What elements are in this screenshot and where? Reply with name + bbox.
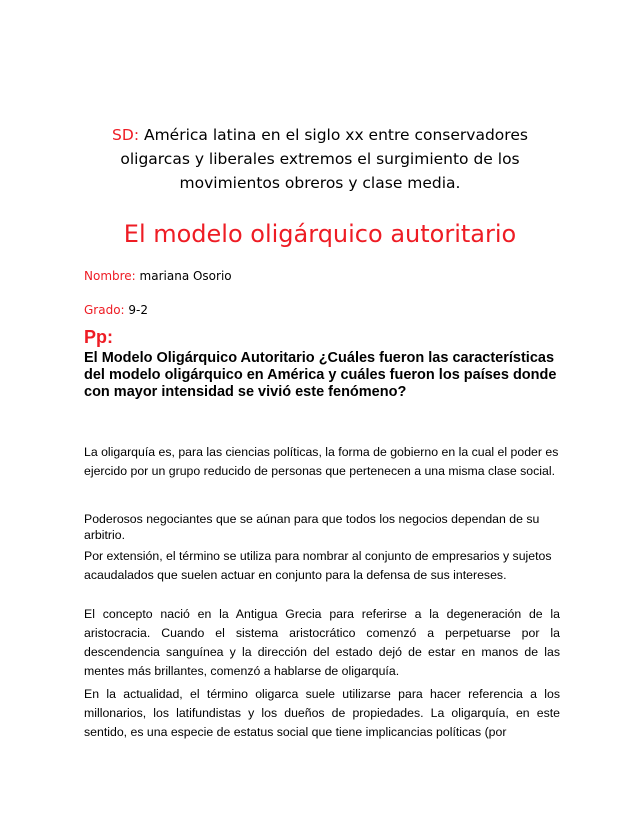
sd-label: SD: bbox=[112, 126, 140, 144]
grado-value: 9-2 bbox=[124, 303, 149, 317]
grado-label: Grado: bbox=[84, 303, 125, 317]
paragraph-2: Poderosos negociantes que se aúnan para que todos los negocios dependan de su arbitrio. bbox=[84, 512, 540, 542]
question-text: El Modelo Oligárquico Autoritario ¿Cuáles fueron las características del modelo oligárquico en América y cuáles fueron los países donde con mayor intensidad se vivió este fenómeno? bbox=[84, 350, 557, 400]
sd-text-line3: movimientos obreros y clase media. bbox=[179, 174, 461, 192]
pp-label: Pp: bbox=[84, 327, 113, 347]
nombre-label: Nombre: bbox=[84, 269, 136, 283]
sd-text-line2: oligarcas y liberales extremos el surgimiento de los bbox=[120, 150, 520, 168]
nombre-field bbox=[84, 268, 232, 284]
paragraph-5: En la actualidad, el término oligarca suele utilizarse para hacer referencia a los millonarios, los latifundistas y los dueños de propiedades. La oligarquía, en este sentido, es una especie de estatus social que tiene implicancias políticas (por bbox=[84, 687, 560, 739]
paragraph-1: La oligarquía es, para las ciencias políticas, la forma de gobierno en la cual el poder es ejercido por un grupo reducido de personas que pertenecen a una misma clase social. bbox=[84, 445, 559, 478]
nombre-value: mariana Osorio bbox=[135, 269, 232, 283]
sd-text-line1: América latina en el siglo xx entre conservadores bbox=[139, 126, 528, 144]
paragraph-4: El concepto nació en la Antigua Grecia para referirse a la degeneración de la aristocracia. Cuando el sistema aristocrático comenzó a perpetuarse por la descendencia sanguínea y la dirección del estado dejó de estar en manos de las mentes más brillantes, comenzó a hablarse de oligarquía. bbox=[84, 607, 560, 678]
paragraph-3: Por extensión, el término se utiliza para nombrar al conjunto de empresarios y sujetos acaudalados que suelen actuar en conjunto para la defensa de sus intereses. bbox=[84, 549, 552, 582]
document-title: El modelo oligárquico autoritario bbox=[123, 220, 517, 248]
subject-heading bbox=[100, 123, 540, 195]
grado-field bbox=[84, 302, 148, 318]
